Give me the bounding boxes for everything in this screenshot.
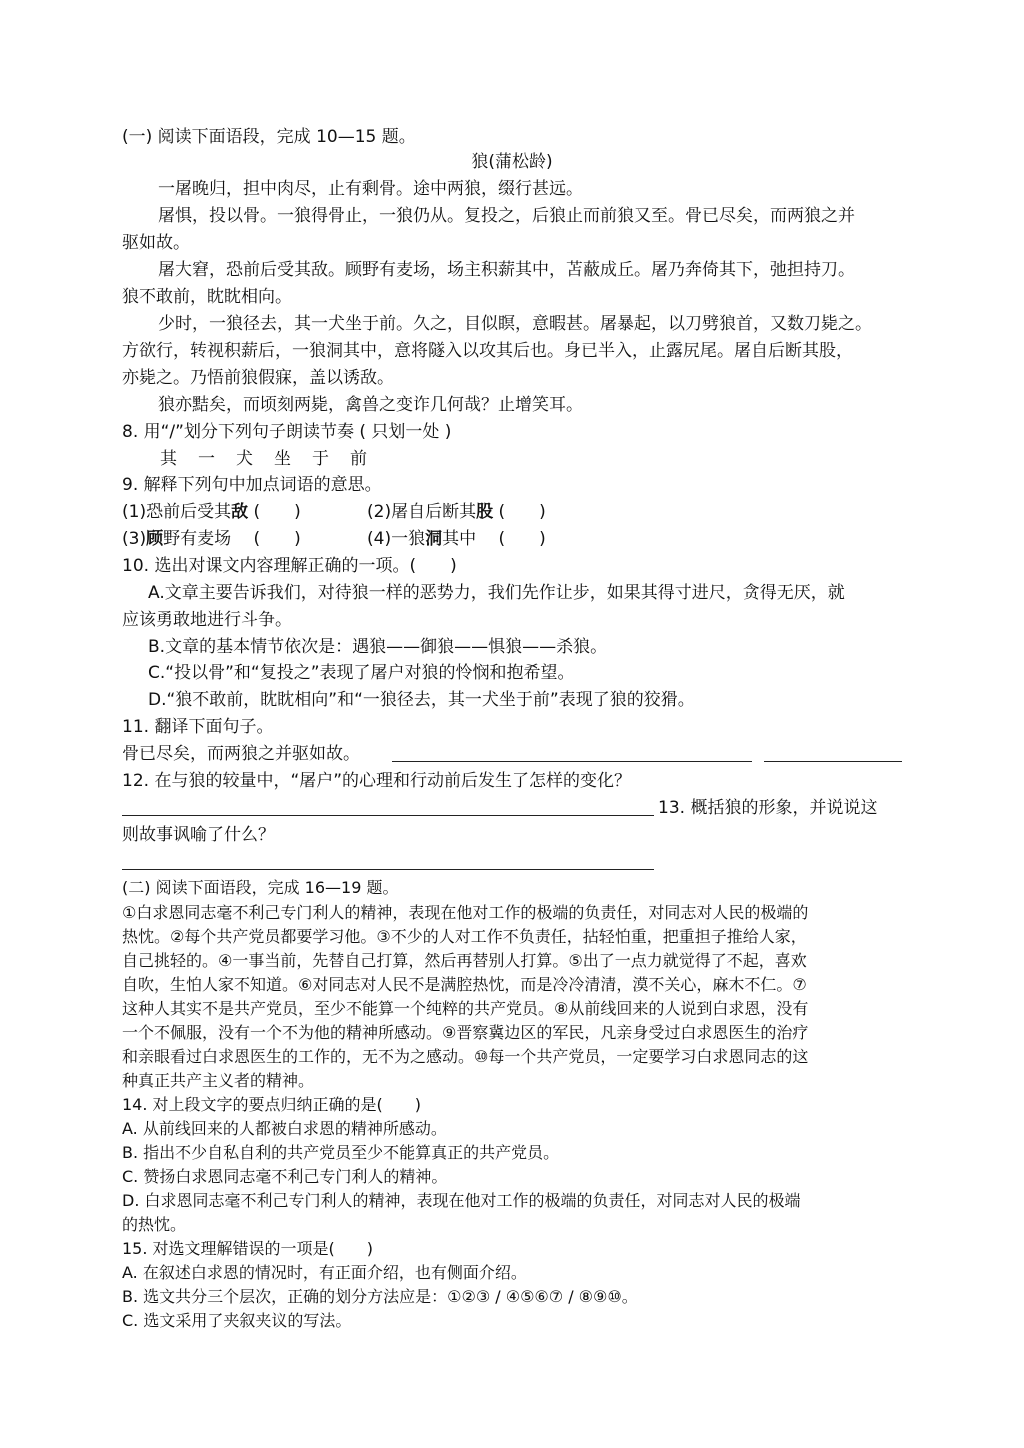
q9-item-1: (1)恐前后受其敌 ( ) xyxy=(122,502,301,522)
q11-answer-line-2[interactable] xyxy=(764,761,902,762)
q11-answer-line-1[interactable] xyxy=(392,761,752,762)
q10-stem: 10. 选出对课文内容理解正确的一项。( ) xyxy=(122,556,457,576)
passage2-line-5: 这种人其实不是共产党员，至少不能算一个纯粹的共产党员。⑧从前线回来的人说到白求恩，没有 xyxy=(122,999,809,1018)
passage2-line-6: 一个不佩服，没有一个不为他的精神所感动。⑨晋察冀边区的军民，凡亲身受过白求恩医生的治疗 xyxy=(122,1023,809,1042)
passage-para-2a: 屠惧，投以骨。一狼得骨止，一狼仍从。复投之，后狼止而前狼又至。骨已尽矣，而两狼之并 xyxy=(158,206,855,226)
q14-option-b: B. 指出不少自私自利的共产党员至少不能算真正的共产党员。 xyxy=(122,1143,560,1162)
q13-stem-a: 13. 概括狼的形象，并说说这 xyxy=(658,798,878,818)
passage2-line-3: 自己挑轻的。④一事当前，先替自己打算，然后再替别人打算。⑤出了一点力就觉得了不起，喜欢 xyxy=(122,951,807,970)
q14-option-d-2: 的热忱。 xyxy=(122,1215,187,1234)
q15-option-c: C. 选文采用了夹叙夹议的写法。 xyxy=(122,1311,352,1330)
q10-option-b: B.文章的基本情节依次是：遇狼——御狼——惧狼——杀狼。 xyxy=(148,637,608,657)
q10-option-c: C.“投以骨”和“复投之”表现了屠户对狼的怜悯和抱希望。 xyxy=(148,663,575,683)
passage2-line-2: 热忱。②每个共产党员都要学习他。③不少的人对工作不负责任，拈轻怕重，把重担子推给人家， xyxy=(122,927,807,946)
q10-option-a-1: A.文章主要告诉我们，对待狼一样的恶势力，我们先作让步，如果其得寸进尺，贪得无厌，就 xyxy=(148,583,845,603)
passage2-line-7: 和亲眼看过白求恩医生的工作的，无不为之感动。⑩每一个共产党员，一定要学习白求恩同志的这 xyxy=(122,1047,809,1066)
q9-item-4: (4)一狼洞其中 ( ) xyxy=(367,529,546,549)
passage-para-4b: 方欲行，转视积薪后，一狼洞其中，意将隧入以攻其后也。身已半入，止露尻尾。屠自后断其股， xyxy=(122,341,853,361)
passage-para-3a: 屠大窘，恐前后受其敌。顾野有麦场，场主积薪其中，苫蔽成丘。屠乃奔倚其下，弛担持刀。 xyxy=(158,260,855,280)
q11-stem: 11. 翻译下面句子。 xyxy=(122,717,274,737)
passage-para-4a: 少时，一狼径去，其一犬坐于前。久之，目似瞑，意暇甚。屠暴起，以刀劈狼首，又数刀毙之。 xyxy=(158,314,872,334)
q9-item-3: (3)顾野有麦场 ( ) xyxy=(122,529,301,549)
q13-stem-b: 则故事讽喻了什么？ xyxy=(122,825,275,845)
passage2-line-1: ①白求恩同志毫不利己专门利人的精神，表现在他对工作的极端的负责任，对同志对人民的极端的 xyxy=(122,903,809,922)
q15-stem: 15. 对选文理解错误的一项是( ) xyxy=(122,1239,374,1258)
section2-heading: (二) 阅读下面语段，完成 16—19 题。 xyxy=(122,878,399,897)
q9-stem: 9. 解释下列句中加点词语的意思。 xyxy=(122,475,382,495)
q14-option-d-1: D. 白求恩同志毫不利己专门利人的精神，表现在他对工作的极端的负责任，对同志对人民的极端 xyxy=(122,1191,801,1210)
q13-answer-line[interactable] xyxy=(122,869,654,870)
q15-option-b: B. 选文共分三个层次，正确的划分方法应是：①②③ / ④⑤⑥⑦ / ⑧⑨⑩。 xyxy=(122,1287,638,1306)
q9-item-2: (2)屠自后断其股 ( ) xyxy=(367,502,546,522)
q14-stem: 14. 对上段文字的要点归纳正确的是( ) xyxy=(122,1095,422,1114)
q8-sentence: 其一犬坐于前 xyxy=(160,449,388,469)
section1-heading: (一) 阅读下面语段，完成 10—15 题。 xyxy=(122,127,416,147)
passage-para-4c: 亦毙之。乃悟前狼假寐，盖以诱敌。 xyxy=(122,368,394,388)
passage-para-1: 一屠晚归，担中肉尽，止有剩骨。途中两狼，缀行甚远。 xyxy=(158,179,583,199)
q9-item-4-word: 洞 xyxy=(425,529,443,549)
q14-option-c: C. 赞扬白求恩同志毫不利己专门利人的精神。 xyxy=(122,1167,448,1186)
q8-stem: 8. 用“/”划分下列句子朗读节奏 ( 只划一处 ) xyxy=(122,422,452,442)
q9-item-1-word: 敌 xyxy=(231,502,249,522)
q10-option-d: D.“狼不敢前，眈眈相向”和“一狼径去，其一犬坐于前”表现了狼的狡猾。 xyxy=(148,690,695,710)
q15-option-a: A. 在叙述白求恩的情况时，有正面介绍，也有侧面介绍。 xyxy=(122,1263,527,1282)
q12-stem: 12. 在与狼的较量中，“屠户”的心理和行动前后发生了怎样的变化？ xyxy=(122,771,632,791)
passage-para-5: 狼亦黠矣，而顷刻两毙，禽兽之变诈几何哉？止增笑耳。 xyxy=(158,395,583,415)
q9-item-3-word: 顾 xyxy=(146,529,164,549)
passage-para-2b: 驱如故。 xyxy=(122,233,190,253)
q11-sentence: 骨已尽矣，而两狼之并驱如故。 xyxy=(122,744,360,764)
q10-option-a-2: 应该勇敢地进行斗争。 xyxy=(122,610,292,630)
q9-item-2-word: 股 xyxy=(476,502,494,522)
q14-option-a: A. 从前线回来的人都被白求恩的精神所感动。 xyxy=(122,1119,447,1138)
poem-title: 狼(蒲松龄) xyxy=(471,152,553,172)
passage2-line-4: 自吹，生怕人家不知道。⑥对同志对人民不是满腔热忱，而是冷冷清清，漠不关心，麻木不仁。⑦ xyxy=(122,975,807,994)
q12-answer-line[interactable] xyxy=(122,815,654,816)
passage2-line-8: 种真正共产主义者的精神。 xyxy=(122,1071,315,1090)
passage-para-3b: 狼不敢前，眈眈相向。 xyxy=(122,287,292,307)
